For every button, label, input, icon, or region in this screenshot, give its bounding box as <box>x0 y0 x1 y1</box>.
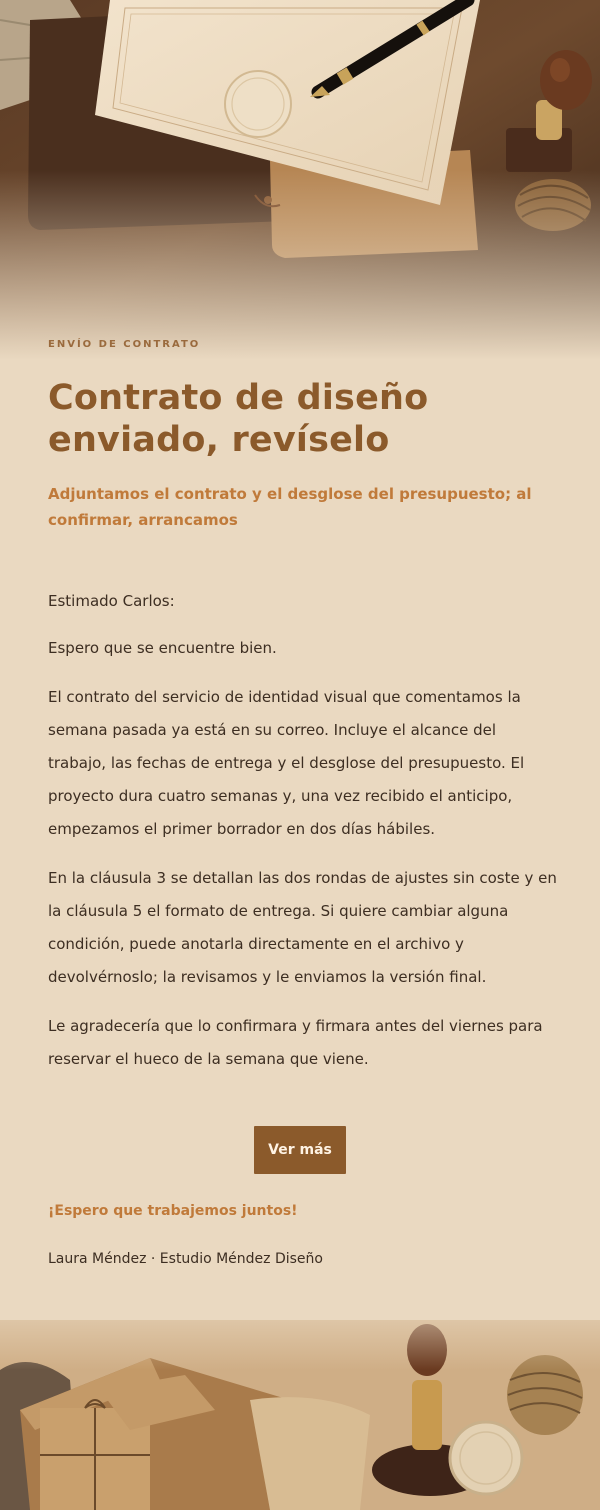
footer-illustration <box>0 1280 600 1510</box>
eyebrow-label: ENVÍO DE CONTRATO <box>48 339 201 350</box>
email-content <box>48 337 558 1092</box>
greeting: Estimado Carlos: <box>48 592 175 610</box>
body-paragraph: Espero que se encuentre bien. <box>48 639 277 657</box>
body-paragraph: El contrato del servicio de identidad visual que comentamos la semana pasada ya está en su correo. Incluye el alcance del trabajo, las fechas de entrega y el desglose del presupuesto. El proyecto dura cuatro semanas y, una vez recibido el anticipo, empezamos el primer borrador en dos días hábiles. <box>48 688 525 838</box>
body-paragraph: En la cláusula 3 se detallan las dos rondas de ajustes sin coste y en la cláusula 5 el formato de entrega. Si quiere cambiar alguna condición, puede anotarla directamente en el archivo y devolvérnoslo; la revisamos y le enviamos la versión final. <box>48 869 557 986</box>
body-paragraph: Le agradecería que lo confirmara y firmara antes del viernes para reservar el hueco de la semana que viene. <box>48 1017 543 1068</box>
signature-text: Laura Méndez · Estudio Méndez Diseño <box>48 1251 323 1267</box>
cta-container <box>254 1126 346 1174</box>
view-more-button[interactable]: Ver más <box>254 1126 346 1174</box>
email-body <box>48 585 558 1076</box>
hero-illustration <box>0 0 600 360</box>
contract-desk-image <box>0 0 600 360</box>
email-headline: Contrato de diseño enviado, revíselo <box>48 378 429 460</box>
gift-boxes-image <box>0 1280 600 1510</box>
email-subhead: Adjuntamos el contrato y el desglose del presupuesto; al confirmar, arrancamos <box>48 485 532 529</box>
signoff-text: ¡Espero que trabajemos juntos! <box>48 1203 298 1219</box>
